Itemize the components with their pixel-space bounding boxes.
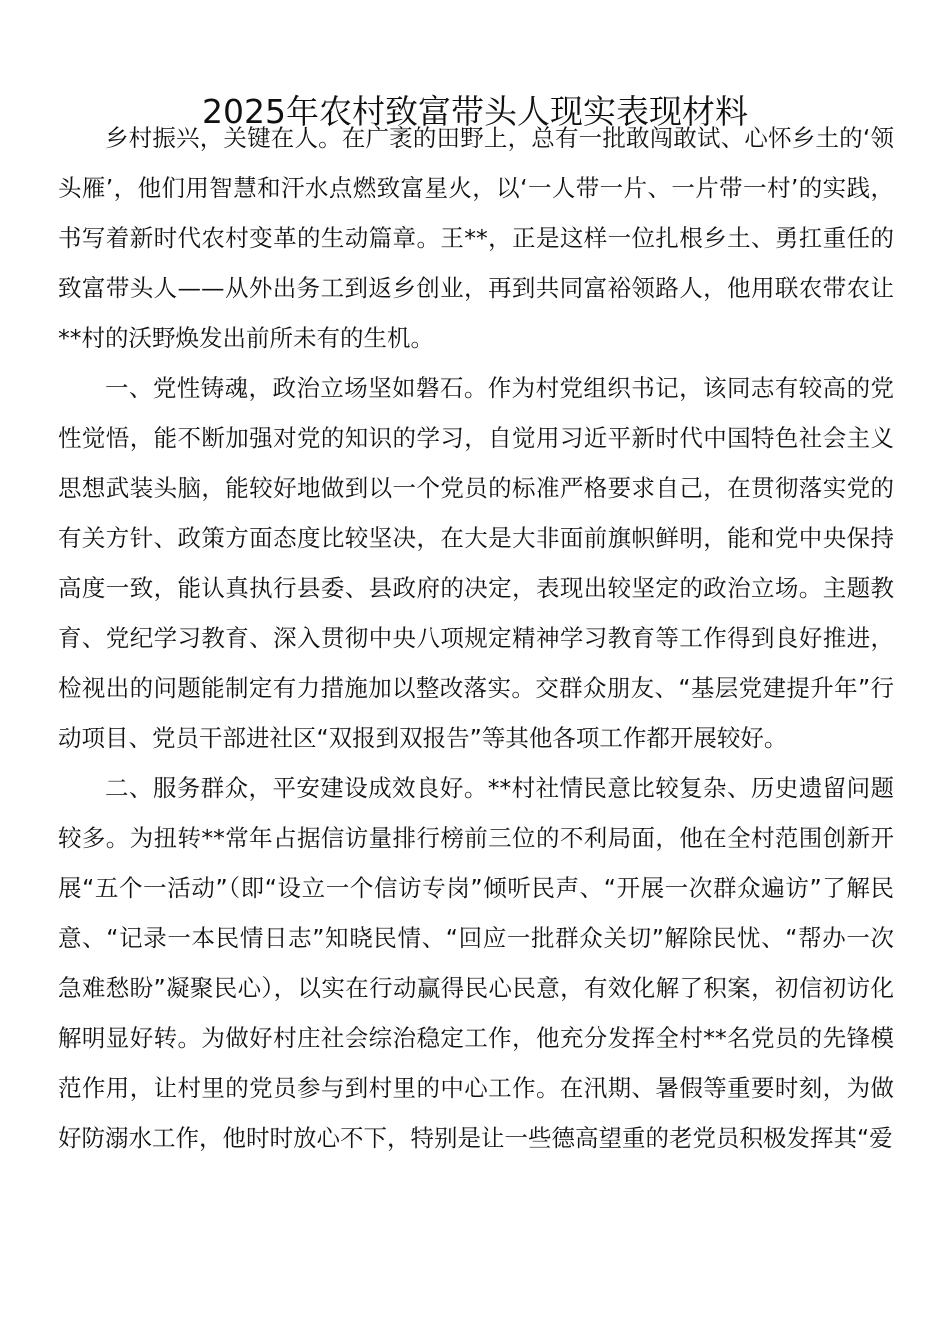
- paragraph-intro: 乡村振兴，关键在人。在广袤的田野上，总有一批敢闯敢试、心怀乡土的‘领头雁’，他们用智慧和汗水点燃致富星火，以‘一人带一片、一片带一村’的实践，书写着新时代农村变革的生动篇章。王**，正是这样一位扎根乡土、勇扛重任的致富带头人——从外出务工到返乡创业，再到共同富裕领路人，他用联农带农让**村的沃野焕发出前所未有的生机。: [58, 124, 894, 352]
- paragraph-section-1: 一、党性铸魂，政治立场坚如磐石。作为村党组织书记，该同志有较高的党性觉悟，能不断加强对党的知识的学习，自觉用习近平新时代中国特色社会主义思想武装头脑，能较好地做到以一个党员的标准严格要求自己，在贯彻落实党的有关方针、政策方面态度比较坚决，在大是大非面前旗帜鲜明，能和党中央保持高度一致，能认真执行县委、县政府的决定，表现出较坚定的政治立场。主题教育、党纪学习教育、深入贯彻中央八项规定精神学习教育等工作得到良好推进，检视出的问题能制定有力措施加以整改落实。交群众朋友、“基层党建提升年”行动项目、党员干部进社区“双报到双报告”等其他各项工作都开展较好。: [58, 374, 894, 752]
- document-title: 2025年农村致富带头人现实表现材料: [202, 92, 748, 132]
- paragraph-section-2: 二、服务群众，平安建设成效良好。**村社情民意比较复杂、历史遗留问题较多。为扭转**常年占据信访量排行榜前三位的不利局面，他在全村范围创新开展“五个一活动”（即“设立一个信访专岗”倾听民声、“开展一次群众遍访”了解民意、“记录一本民情日志”知晓民情、“回应一批群众关切”解除民忧、“帮办一次急难愁盼”凝聚民心），以实在行动赢得民心民意，有效化解了积案，初信初访化解明显好转。为做好村庄社会综治稳定工作，他充分发挥全村**名党员的先锋模范作用，让村里的党员参与到村里的中心工作。在汛期、暑假等重要时刻，为做好防溺水工作，他时时放心不下，特别是让一些德高望重的老党员积极发挥其“爱: [58, 774, 894, 1152]
- document-body: [58, 113, 894, 1163]
